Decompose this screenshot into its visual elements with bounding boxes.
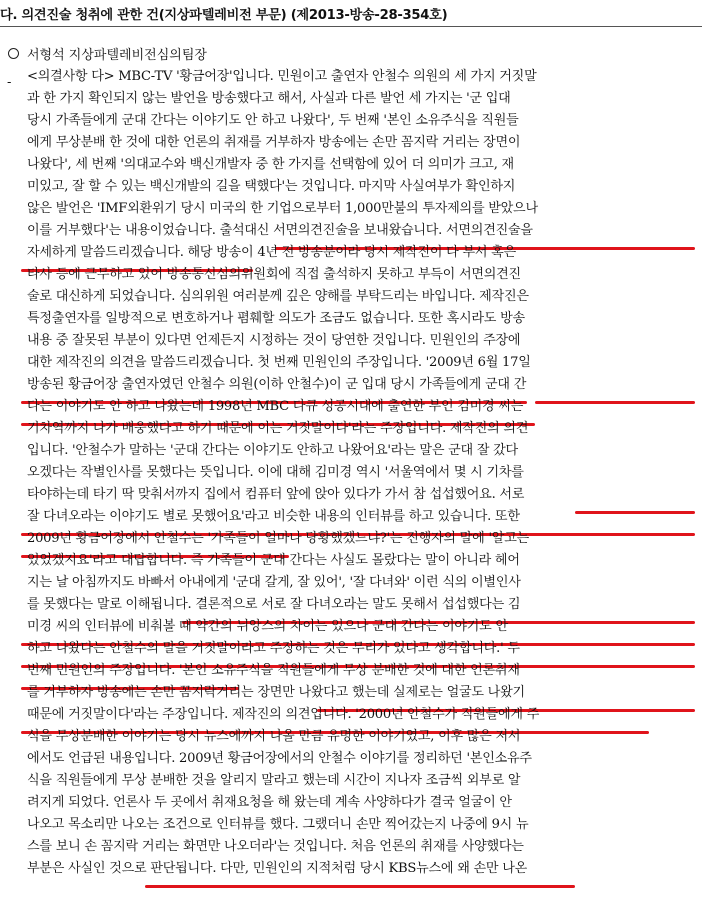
text-line: 내용 중 잘못된 부분이 있다면 언제든지 시정하는 것이 당연한 것입니다. 민원인의 주장에 [27, 333, 521, 348]
speaker-row [8, 44, 207, 62]
text-line: 에게 무상분배 한 것에 대한 언론의 취재를 거부하자 방송에는 손만 꼼지락 거리는 장면이 [27, 135, 521, 150]
text-line: 특정출연자를 일방적으로 변호하거나 폄훼할 의도가 조금도 없습니다. 또한 혹시라도 방송 [27, 311, 525, 326]
text-line: 지는 날 아침까지도 바빠서 아내에게 '군대 갈게, 잘 있어', '잘 다녀와' 이런 식의 이별인사 [27, 575, 521, 590]
text-line: 스를 보니 손 꼼지락 거리는 화면만 나오더라'는 것입니다. 처음 언론의 취재를 사양했다는 [27, 839, 524, 854]
text-line: 나오고 목소리만 나오는 조건으로 인터뷰를 했다. 그랬더니 손만 찍어갔는지 나중에 9시 뉴 [27, 817, 529, 832]
text-line: 2009년 황금어장에서 안철수는 '가족들이 얼마나 당황했겠느냐?'는 진행자의 말에 '알고는 [27, 531, 529, 546]
highlight-underline [145, 885, 575, 888]
document-title: 다. 의견진술 청취에 관한 건(지상파텔레비전 부문) (제2013-방송-28-354호) [0, 8, 448, 23]
text-line: <의결사항 다> MBC-TV '황금어장'입니다. 민원이고 출연자 안철수 의원의 세 가지 거짓말 [27, 69, 537, 84]
text-line: 에서도 언급된 내용입니다. 2009년 황금어장에서의 안철수 이야기를 정리하던 '본인소유주 [27, 751, 532, 766]
text-line: 오겠다는 작별인사를 못했다는 뜻입니다. 이에 대해 김미경 역시 '서울역에서 몇 시 기차를 [27, 465, 524, 480]
text-line: 술로 대신하게 되었습니다. 심의위원 여러분께 깊은 양해를 부탁드리는 바입니다. 제작진은 [27, 289, 529, 304]
text-line: 미경 씨의 인터뷰에 비춰볼 때 약간의 뉘앙스의 차이는 있으나 군대 간다는 이야기도 안 [27, 619, 508, 634]
text-line: 당시 가족들에게 군대 간다는 이야기도 안 하고 나왔다', 두 번째 '본인 소유주식을 직원들 [27, 113, 519, 128]
text-line: 부분은 사실인 것으로 판단됩니다. 다만, 민원인의 지적처럼 당시 KBS뉴스에 왜 손만 나온 [27, 861, 528, 876]
text-line: 대한 제작진의 의견을 말씀드리겠습니다. 첫 번째 민원인의 주장입니다. '2009년 6월 17일 [27, 355, 531, 370]
text-line: 과 한 가지 확인되지 않는 발언을 방송했다고 해서, 사실과 다른 발언 세 가지는 '군 입대 [27, 91, 511, 106]
text-line: 미있고, 잘 할 수 있는 백신개발의 길을 택했다'는 것입니다. 마지막 사실여부가 확인하지 [27, 179, 516, 194]
text-line: 기차역까지 나가 배웅했다고 하기 때문에 이는 거짓말이다'라는 주장입니다. 제작진의 의견 [27, 421, 529, 436]
text-line: 를 못했다는 말로 이해됩니다. 결론적으로 서로 잘 다녀오라는 말도 못해서 섭섭했다는 김 [27, 597, 521, 612]
text-line: 잘 다녀오라는 이야기도 별로 못했어요'라고 비슷한 내용의 인터뷰를 하고 있습니다. 또한 [27, 509, 520, 524]
text-line: 때문에 거짓말이다'라는 주장입니다. 제작진의 의견입니다. '2000년 안철수가 직원들에게 주 [27, 707, 540, 722]
text-line: 타야하는데 타기 딱 맞춰서까지 집에서 컴퓨터 앞에 앉아 있다가 가서 참 섭섭했어요. 서로 [27, 487, 525, 502]
text-line: 않은 발언은 'IMF외환위기 당시 미국의 한 기업으로부터 1,000만불의 투자제의를 받았으나 [27, 201, 538, 216]
text-line: 자세하게 말씀드리겠습니다. 해당 방송이 4년 전 방송분이라 당시 제작진이 다 부서 혹은 [27, 245, 516, 260]
text-line: 려지게 되었다. 언론사 두 곳에서 취재요청을 해 왔는데 계속 사양하다가 결국 얼굴이 안 [27, 795, 512, 810]
text-line: 입니다. '안철수가 말하는 '군대 간다는 이야기도 안하고 나왔어요'라는 말은 군대 잘 갔다 [27, 443, 518, 458]
text-line: 이를 거부했다'는 내용이었습니다. 출석대신 서면의견진술을 보내왔습니다. 서면의견진술을 [27, 223, 533, 238]
text-line: 있었겠지요'라고 대답합니다. 즉 가족들이 군대 간다는 사실도 몰랐다는 말이 아니라 헤어 [27, 553, 520, 568]
text-line: 를 거부하자 방송에는 손만 꼼지락거리는 장면만 나왔다고 했는데 실제로는 얼굴도 나왔기 [27, 685, 525, 700]
text-line: 타사 등에 근무하고 있어 방송통신심의위원회에 직접 출석하지 못하고 부득이 서면의견진 [27, 267, 521, 282]
title-bar [0, 0, 702, 27]
speaker-name: 서형석 지상파텔레비전심의팀장 [27, 48, 207, 63]
text-line: 다는 이야기도 안 하고 나왔는데 1998년 MBC 다큐 성공시대에 출연한 부인 김미경 씨는 [27, 399, 524, 414]
text-line: 나왔다', 세 번째 '의대교수와 백신개발자 중 한 가지를 선택함에 있어 더 의미가 크고, 재 [27, 157, 514, 172]
text-line: 식을 무상분배한 이야기는 당시 뉴스에까지 나올 만큼 유명한 이야기였고, 이후 많은 저서 [27, 729, 521, 744]
circle-bullet-icon [8, 48, 19, 59]
text-line: 식을 직원들에게 무상 분배한 것을 알리지 말라고 했는데 시간이 지나자 조금씩 외부로 알 [27, 773, 521, 788]
dash-bullet: - [7, 75, 12, 90]
text-line: 하고 나왔다는 안철수의 말을 거짓말이라고 주장하는 것은 무리가 있다고 생각합니다.' 두 [27, 641, 520, 656]
text-line: 번째 민원인의 주장입니다. '본인 소유주식을 직원들에게 무상 분배한 것에 대한 언론취재 [27, 663, 520, 678]
text-line: 방송된 황금어장 출연자였던 안철수 의원(이하 안철수)이 군 입대 당시 가족들에게 군대 간 [27, 377, 527, 392]
